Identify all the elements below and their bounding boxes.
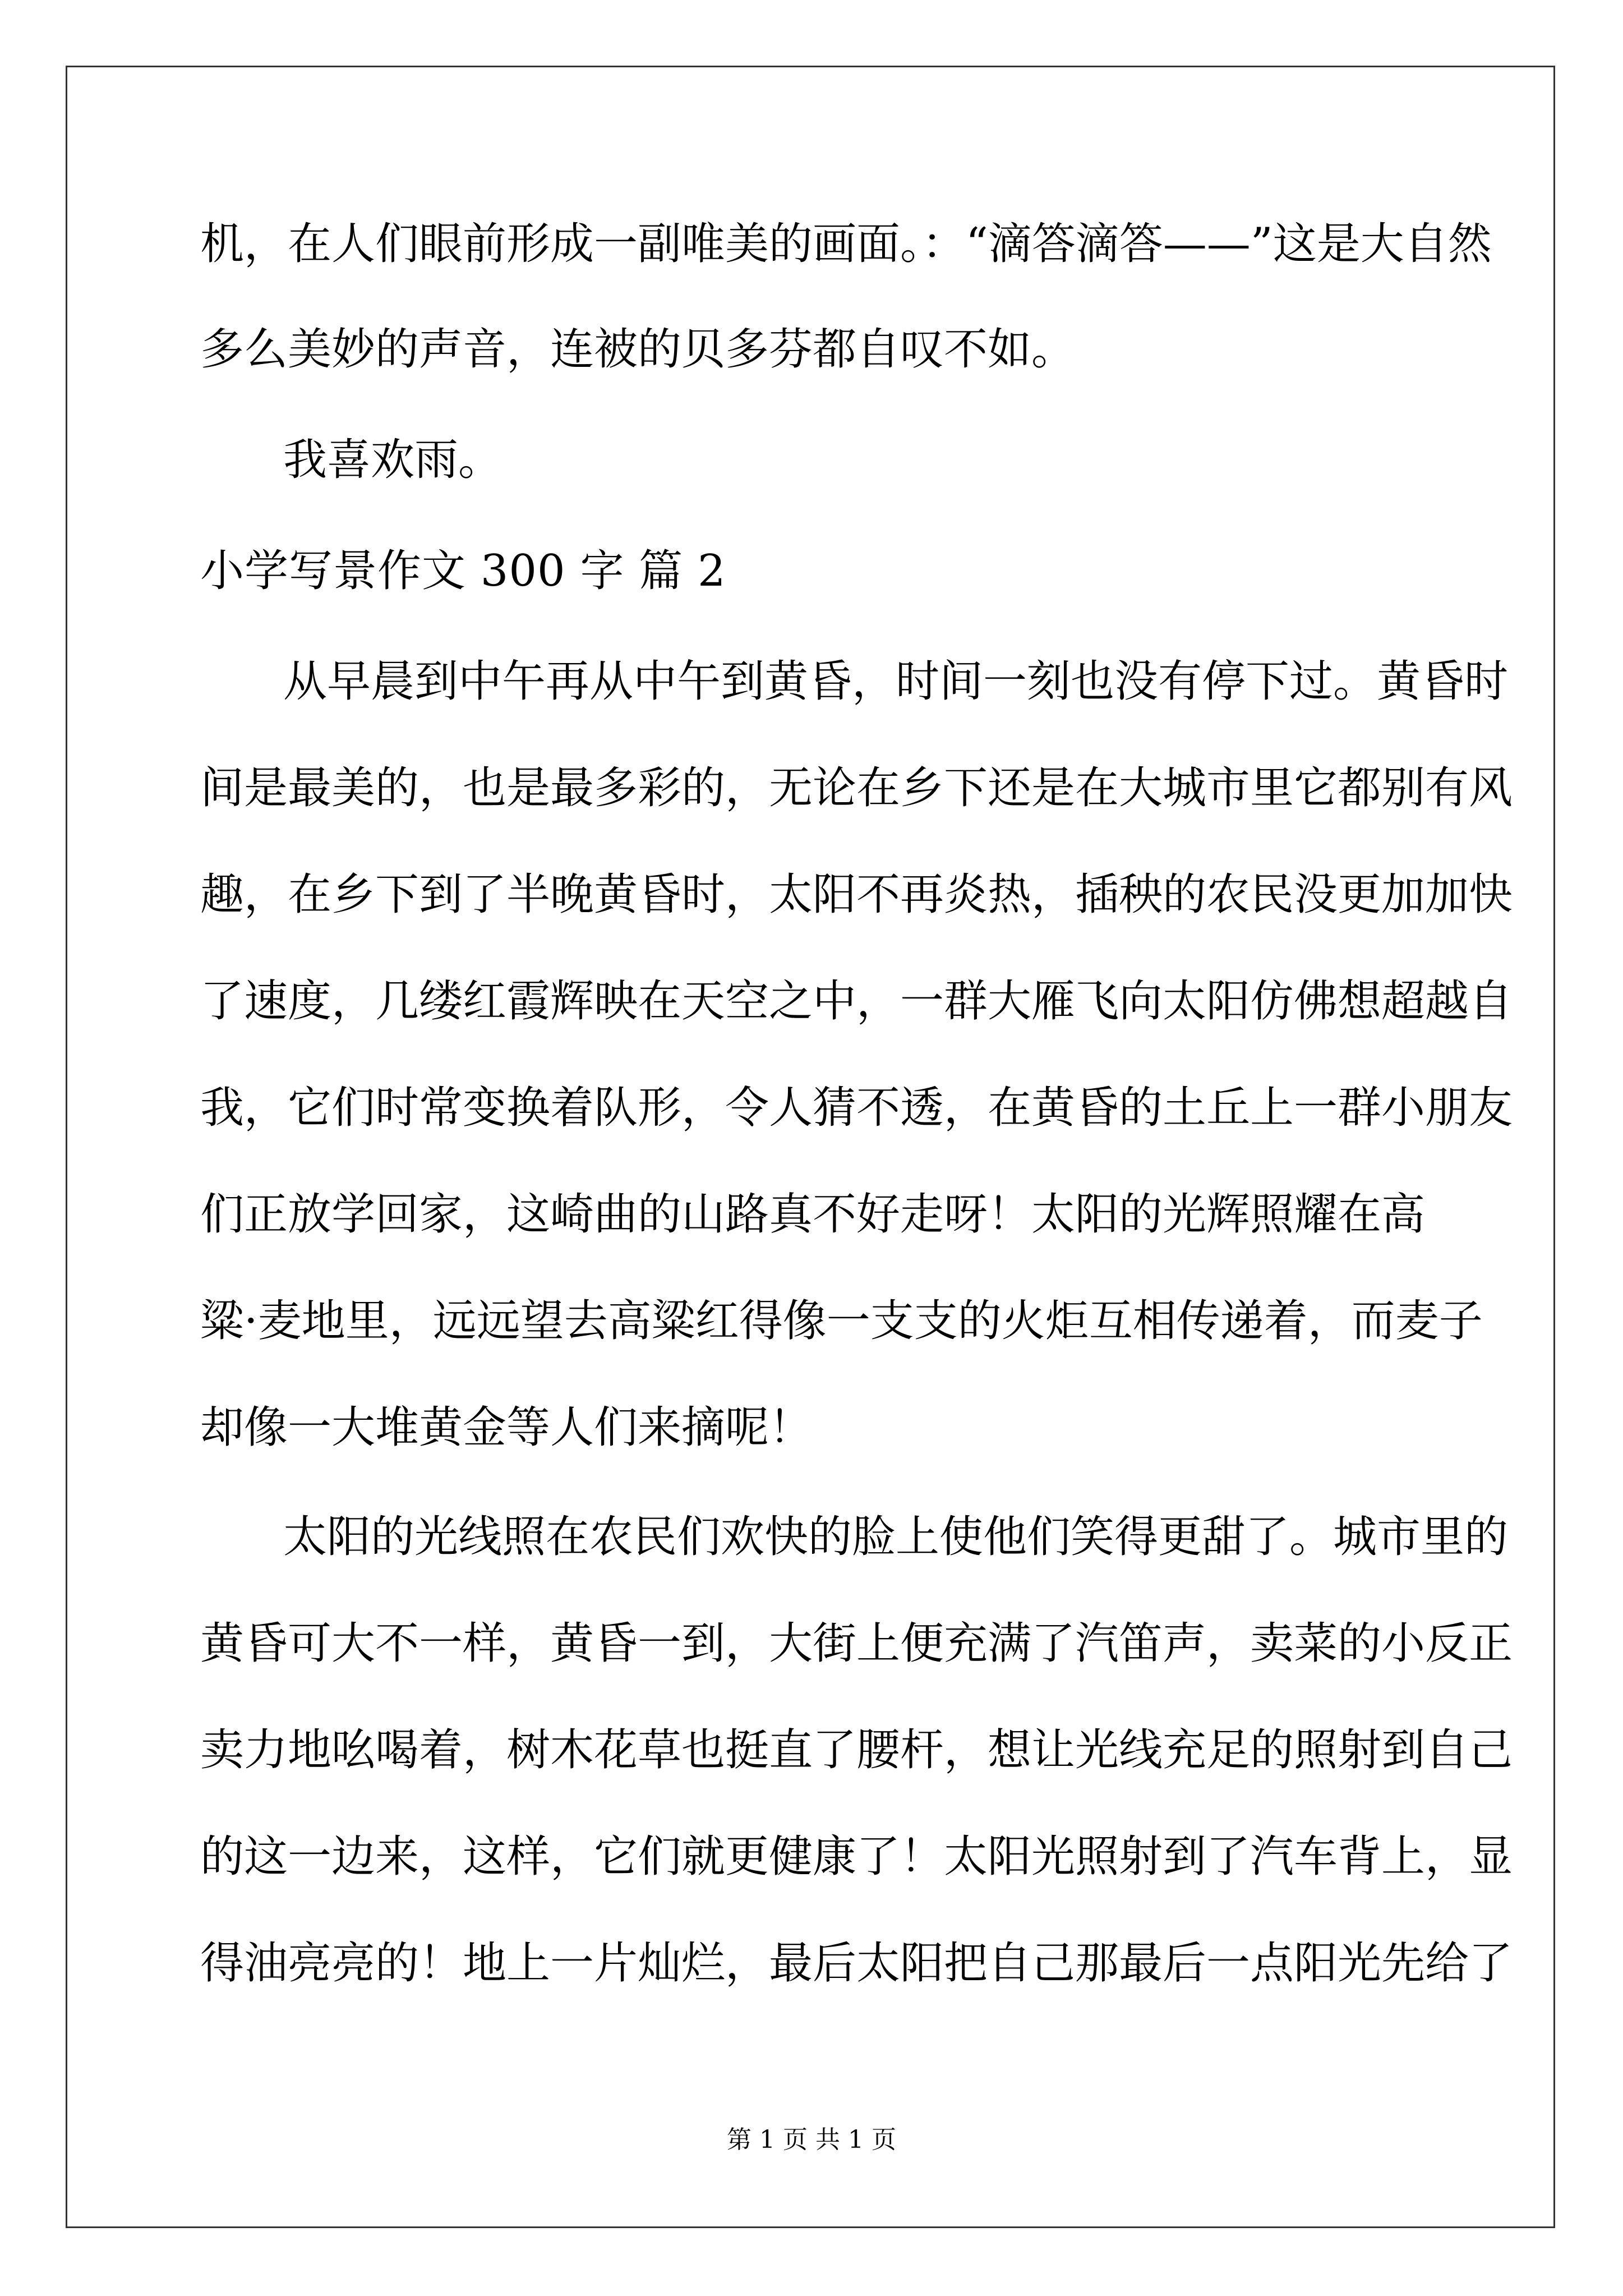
text-line: 们正放学回家，这崎曲的山路真不好走呀！太阳的光辉照耀在高 — [200, 1189, 1426, 1240]
text-line: 我，它们时常变换着队形，令人猜不透，在黄昏的土丘上一群小朋友 — [200, 1083, 1513, 1133]
text-line: 卖力地吆喝着，树木花草也挺直了腰杆，想让光线充足的照射到自己 — [200, 1725, 1513, 1775]
text-line: 却像一大堆黄金等人们来摘呢！ — [200, 1402, 813, 1453]
paragraph-text: 太阳的光线照在农民们欢快的脸上使他们笑得更甜了。城市里的 — [283, 1512, 1509, 1562]
page-number: 第 1 页 共 1 页 — [727, 2125, 896, 2154]
text-line: 多么美妙的声音，连被的贝多芬都自叹不如。 — [200, 324, 1076, 375]
text-line: 得油亮亮的！地上一片灿烂，最后太阳把自己那最后一点阳光先给了 — [200, 1938, 1513, 1989]
text-line: 了速度，几缕红霞辉映在天空之中，一群大雁飞向太阳仿佛想超越自 — [200, 976, 1513, 1027]
page-border — [66, 66, 1555, 2228]
text-line: 黄昏可大不一样，黄昏一到，大街上便充满了汽笛声，卖菜的小反正 — [200, 1618, 1513, 1669]
paragraph-text: 从早晨到中午再从中午到黄昏，时间一刻也没有停下过。黄昏时 — [283, 656, 1509, 707]
text-line: 的这一边来，这样，它们就更健康了！太阳光照射到了汽车背上，显 — [200, 1832, 1513, 1882]
text-line: 粱·麦地里，远远望去高粱红得像一支支的火炬互相传递着，而麦子 — [200, 1296, 1483, 1346]
text-line: 趣，在乡下到了半晚黄昏时，太阳不再炎热，插秧的农民没更加加快 — [200, 869, 1513, 920]
text-line: 间是最美的，也是最多彩的，无论在乡下还是在大城市里它都别有风 — [200, 763, 1513, 813]
text-line: 机，在人们眼前形成一副唯美的画面。：“滴答滴答——”这是大自然 — [200, 219, 1492, 269]
paragraph-text: 我喜欢雨。 — [283, 435, 502, 485]
section-heading: 小学写景作文 300 字 篇 2 — [200, 546, 726, 596]
